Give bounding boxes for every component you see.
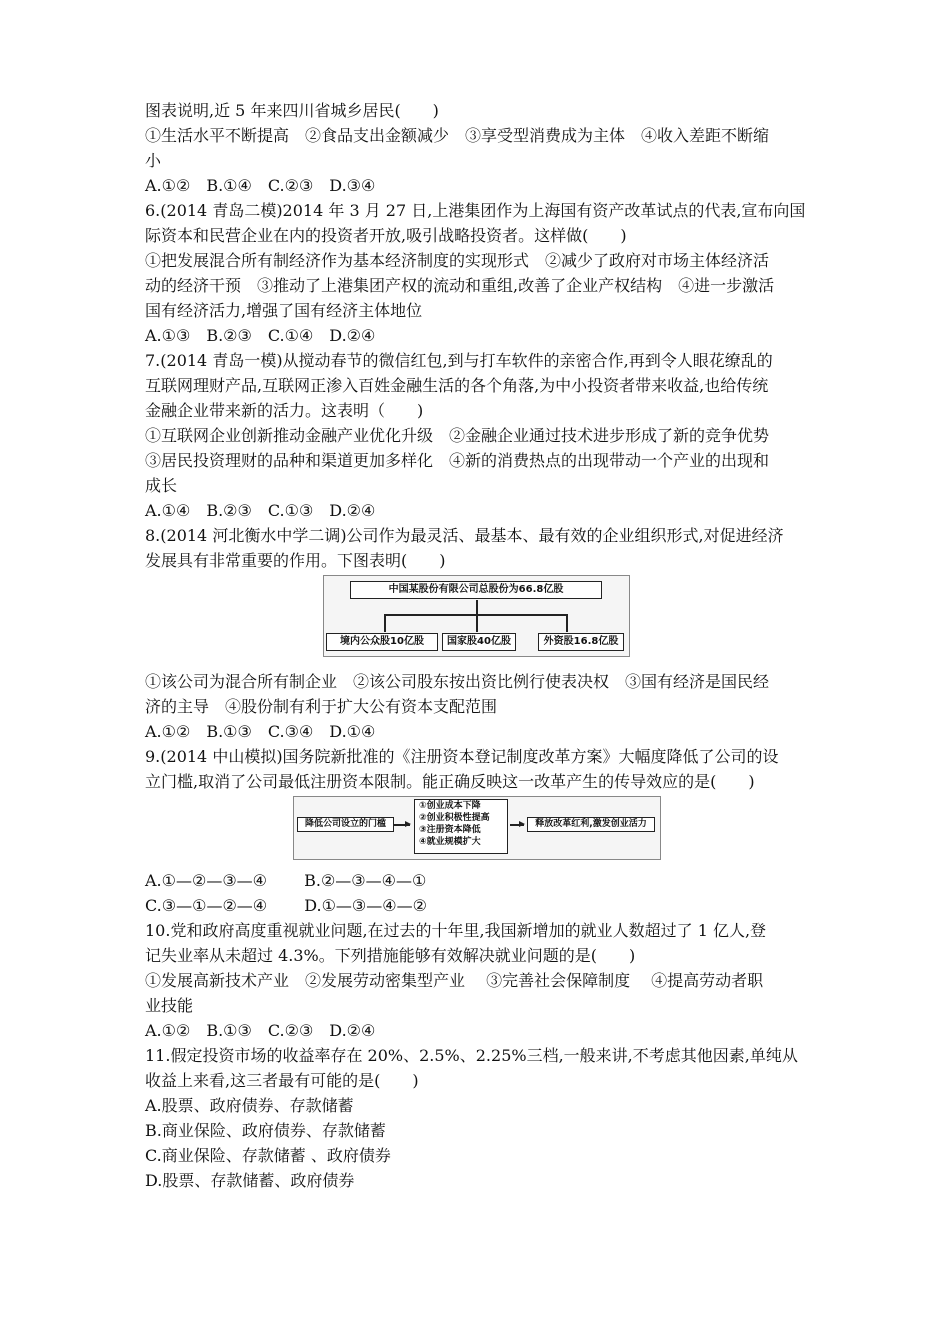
q6-stem: 6.(2014 青岛二模)2014 年 3 月 27 日,上港集团作为上海国有资产改革试点的代表,宣布向国: [145, 201, 806, 220]
q10-options-cont: 业技能: [145, 996, 194, 1015]
flow-item: ③注册资本降低: [419, 825, 481, 835]
q9-figure: [145, 794, 810, 868]
foreign-shares-box: 外资股16.8亿股: [538, 633, 624, 651]
q11-stem-cont: 收益上来看,这三者最有可能的是( ): [145, 1071, 419, 1090]
flow-end-box: 释放改革红利,激发创业活力: [527, 817, 655, 832]
connector-line: [476, 600, 478, 614]
q7-options-cont: 成长: [145, 476, 178, 495]
q7-options: ①互联网企业创新推动金融产业优化升级 ②金融企业通过技术进步形成了新的竞争优势: [145, 426, 770, 445]
q6-options: ①把发展混合所有制经济作为基本经济制度的实现形式 ②减少了政府对市场主体经济活: [145, 251, 770, 270]
q8-choices: A.①② B.①③ C.③④ D.①④: [145, 722, 376, 741]
q10-choices: A.①② B.①③ C.②③ D.②④: [145, 1021, 376, 1040]
connector-line: [566, 614, 568, 632]
reform-effect-flow-diagram: [293, 796, 661, 860]
q9-stem-cont: 立门槛,取消了公司最低注册资本限制。能正确反映这一改革产生的传导效应的是( ): [145, 772, 755, 791]
flow-item: ②创业积极性提高: [419, 813, 490, 823]
q7-stem-cont: 互联网理财产品,互联网正渗入百姓金融生活的各个角落,为中小投资者带来收益,也给传统: [145, 376, 769, 395]
q5-choices: A.①② B.①④ C.②③ D.③④: [145, 176, 376, 195]
flow-item: ①创业成本下降: [419, 801, 481, 811]
q11-choice-a: A.股票、政府债券、存款储蓄: [145, 1096, 354, 1115]
q10-stem-cont: 记失业率从未超过 4.3%。下列措施能够有效解决就业问题的是( ): [145, 946, 636, 965]
q5-stem: 图表说明,近 5 年来四川省城乡居民( ): [145, 101, 439, 120]
q9-choices-cont: C.③—①—②—④ D.①—③—④—②: [145, 896, 427, 915]
q10-stem: 10.党和政府高度重视就业问题,在过去的十年里,我国新增加的就业人数超过了 1 亿人,登: [145, 921, 767, 940]
flow-middle-box: [414, 799, 508, 854]
total-shares-box: 中国某股份有限公司总股份为66.8亿股: [350, 581, 602, 599]
share-structure-diagram: [323, 575, 630, 657]
q7-stem: 7.(2014 青岛一模)从搅动春节的微信红包,到与打车软件的亲密合作,再到令人眼花缭乱的: [145, 351, 773, 370]
state-shares-box: 国家股40亿股: [442, 633, 516, 651]
q7-choices: A.①④ B.②③ C.①③ D.②④: [145, 501, 376, 520]
connector-line: [384, 614, 386, 632]
q8-figure: [145, 573, 810, 669]
q11-choice-d: D.股票、存款储蓄、政府债券: [145, 1171, 355, 1190]
q8-options-cont: 济的主导 ④股份制有利于扩大公有资本支配范围: [145, 697, 498, 716]
q8-stem: 8.(2014 河北衡水中学二调)公司作为最灵活、最基本、最有效的企业组织形式,对促进经济: [145, 526, 784, 545]
q11-stem: 11.假定投资市场的收益率存在 20%、2.5%、2.25%三档,一般来讲,不考虑其他因素,单纯从: [145, 1046, 798, 1065]
exam-page: [145, 98, 810, 1193]
q5-options-cont: 小: [145, 151, 162, 170]
q7-stem-cont: 金融企业带来新的活力。这表明（ ): [145, 401, 424, 420]
q8-stem-cont: 发展具有非常重要的作用。下图表明( ): [145, 551, 446, 570]
q5-options: ①生活水平不断提高 ②食品支出金额减少 ③享受型消费成为主体 ④收入差距不断缩: [145, 126, 770, 145]
connector-line: [476, 614, 478, 632]
q8-options: ①该公司为混合所有制企业 ②该公司股东按出资比例行使表决权 ③国有经济是国民经: [145, 672, 770, 691]
q6-options-cont: 动的经济干预 ③推动了上港集团产权的流动和重组,改善了企业产权结构 ④进一步激活: [145, 276, 775, 295]
q9-stem: 9.(2014 中山模拟)国务院新批准的《注册资本登记制度改革方案》大幅度降低了公司的设: [145, 747, 779, 766]
q11-choice-b: B.商业保险、政府债券、存款储蓄: [145, 1121, 386, 1140]
q7-options-cont: ③居民投资理财的品种和渠道更加多样化 ④新的消费热点的出现带动一个产业的出现和: [145, 451, 770, 470]
q10-options: ①发展高新技术产业 ②发展劳动密集型产业 ③完善社会保障制度 ④提高劳动者职: [145, 971, 764, 990]
q11-choice-c: C.商业保险、存款储蓄 、政府债券: [145, 1146, 391, 1165]
q6-options-cont: 国有经济活力,增强了国有经济主体地位: [145, 301, 423, 320]
flow-start-box: 降低公司设立的门槛: [297, 817, 394, 832]
q6-choices: A.①③ B.②③ C.①④ D.②④: [145, 326, 376, 345]
domestic-public-shares-box: 境内公众股10亿股: [326, 633, 438, 651]
arrow-icon: [394, 824, 410, 826]
arrow-icon: [510, 824, 524, 826]
q6-stem-cont: 际资本和民营企业在内的投资者开放,吸引战略投资者。这样做( ): [145, 226, 627, 245]
q9-choices: A.①—②—③—④ B.②—③—④—①: [145, 871, 427, 890]
flow-item: ④就业规模扩大: [419, 837, 481, 847]
